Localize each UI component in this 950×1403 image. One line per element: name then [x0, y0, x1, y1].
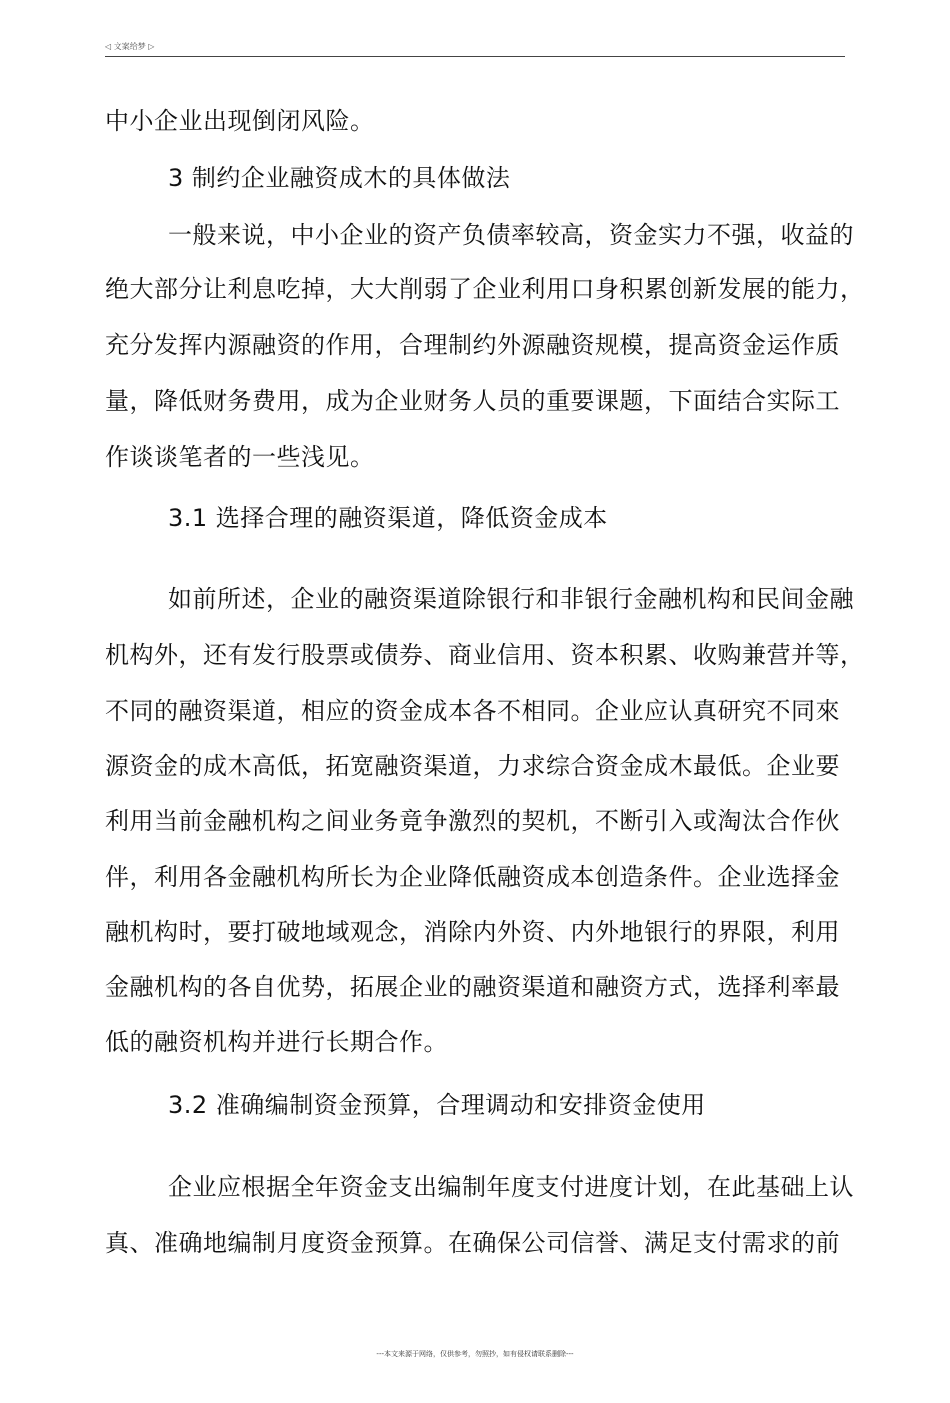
header-rule — [105, 56, 845, 57]
body-line: 一般来说，中小企业的资产负债率较高，资金实力不强，收益的 — [168, 221, 854, 249]
page-header — [105, 40, 845, 54]
left-triangle-icon: ◁ — [105, 42, 112, 51]
body-line: 中小企业出现倒闭风险。 — [105, 107, 375, 135]
body-line: 机构外，还有发行股票或债券、商业信用、资本积累、收购兼营并等， — [105, 641, 865, 669]
body-line: 绝大部分让利息吃掉，大大削弱了企业利用口身积累创新发展的能力， — [105, 275, 865, 303]
body-line: 源资金的成木高低，拓宽融资渠道，力求综合资金成木最低。企业要 — [105, 752, 840, 780]
body-line: 伴，利用各金融机构所长为企业降低融资成本创造条件。企业选择金 — [105, 863, 840, 891]
body-line: 金融机构的各自优势，拓展企业的融资渠道和融资方式，选择利率最 — [105, 973, 840, 1001]
body-line: 如前所述，企业的融资渠道除银行和非银行金融机构和民间金融 — [168, 585, 854, 613]
body-line: 融机构时，要打破地域观念，消除内外资、内外地银行的界限，利用 — [105, 918, 840, 946]
body-line: 低的融资机构并进行长期合作。 — [105, 1028, 448, 1056]
body-line: 企业应根据全年资金支出编制年度支付进度计划，在此基础上认 — [168, 1173, 854, 1201]
subsection-heading: 3.2 准确编制资金预算，合理调动和安排资金使用 — [168, 1091, 706, 1119]
footer-notice: ---本文来源于网络，仅供参考，勿照抄，如有侵权请联系删除--- — [376, 1350, 574, 1358]
body-line: 作谈谈笔者的一些浅见。 — [105, 443, 375, 471]
subsection-heading: 3.1 选择合理的融资渠道，降低资金成本 — [168, 504, 608, 532]
body-line: 充分发挥内源融资的作用，合理制约外源融资规模，提高资金运作质 — [105, 331, 840, 359]
body-line: 真、准确地编制月度资金预算。在确保公司信誉、满足支付需求的前 — [105, 1229, 840, 1257]
body-line: 量，降低财务费用，成为企业财务人员的重要课题，下面结合实际工 — [105, 387, 840, 415]
body-line: 利用当前金融机构之间业务竟争激烈的契机，不断引入或淘汰合作伙 — [105, 807, 840, 835]
header-brand: 文案给梦 — [113, 42, 146, 51]
right-triangle-icon: ▷ — [148, 42, 155, 51]
body-line: 不同的融资渠道，相应的资金成本各不相同。企业应认真研究不同來 — [105, 697, 840, 725]
section-heading: 3 制约企业融资成木的具体做法 — [168, 164, 511, 192]
